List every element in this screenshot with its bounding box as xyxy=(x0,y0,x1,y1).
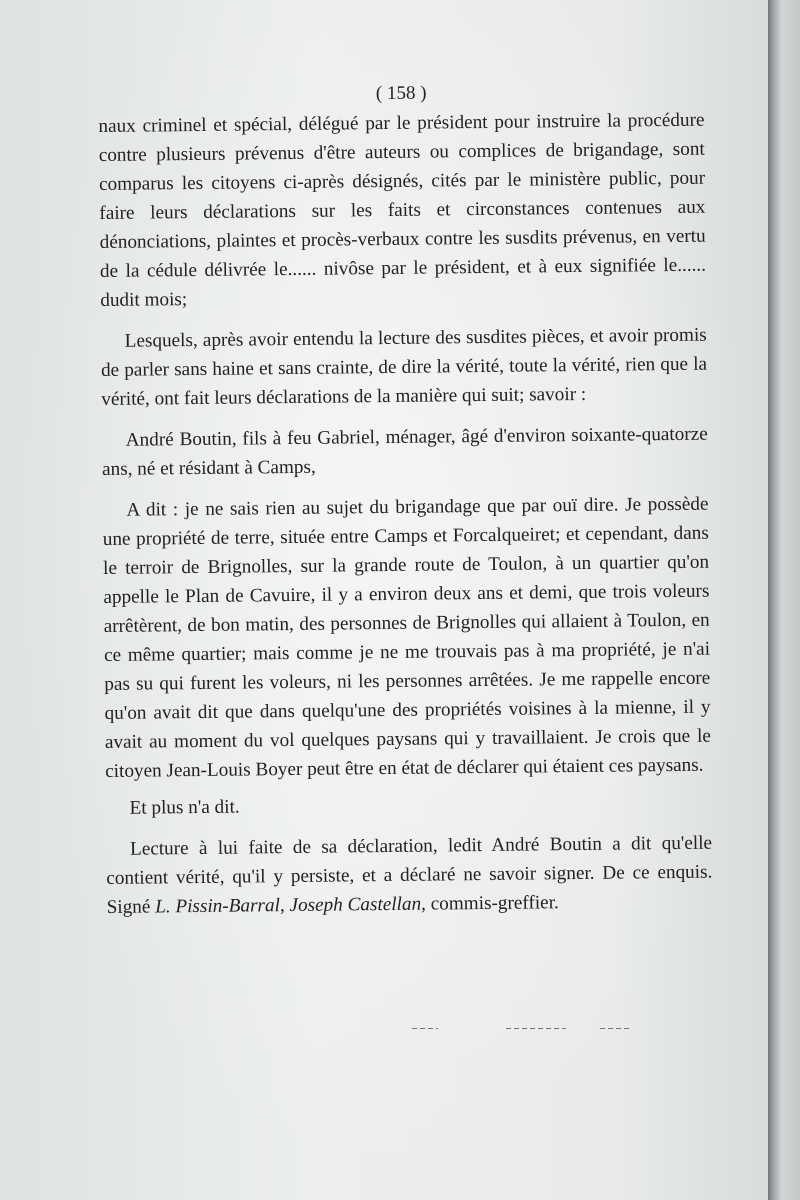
next-page-edge xyxy=(768,0,800,1200)
closing-text: Lecture à lui faite de sa déclaration, ledit André Boutin a dit qu'elle contient vérité, qu'il y persiste, et a déclaré ne savoir signer. De ce enquis. Signé xyxy=(106,832,713,918)
paragraph-et-plus: Et plus n'a dit. xyxy=(129,796,240,819)
paragraph-witness: André Boutin, fils à feu Gabriel, ménager, âgé d'environ soixante-quatorze ans, né et résidant à Camps, xyxy=(101,423,708,480)
end-rule-left xyxy=(412,1028,438,1029)
end-rule-right xyxy=(600,1028,630,1029)
page-text-block xyxy=(98,76,713,934)
signature-castellan: Joseph Castellan xyxy=(289,893,422,917)
paragraph-lesquels: Lesquels, après avoir entendu la lecture des susdites pièces, et avoir promis de parler sans haine et sans crainte, de dire la vérité, toute la vérité, rien que la vérité, ont fait leurs déclarations de la manière qui suit; savoir : xyxy=(100,324,708,410)
closing-suffix: , commis-greffier. xyxy=(421,892,559,915)
signature-pissin-barral: L. Pissin-Barral xyxy=(155,895,281,918)
paragraph-lecture xyxy=(106,829,713,922)
signature-separator: , xyxy=(279,895,290,917)
end-rule-middle xyxy=(506,1028,566,1029)
paragraph-opening: naux criminel et spécial, délégué par le président pour instruire la procédure contre plusieurs prévenus d'être auteurs ou complices de brigandage, sont comparus les citoyens ci-après désignés, cités par le ministère public, pour faire leurs déclarations sur les faits et circonstances contenues aux dénonciations, plaintes et procès-verbaux contre les susdits prévenus, en vertu de la cédule délivrée le...... nivôse par le président, et à eux signifiée le...... dudit mois; xyxy=(98,109,707,311)
paragraph-a-dit: A dit : je ne sais rien au sujet du brigandage que par ouï dire. Je possède une propriété de terre, située entre Camps et Forcalqueiret; et cependant, dans le terroir de Brignolles, sur la grande route de Toulon, à un quartier qu'on appelle le Plan de Cavuire, il y a environ deux ans et demi, que trois voleurs arrêtèrent, de bon matin, des personnes de Brignolles qui allaient à Toulon, en ce même quartier; mais comme je ne me trouvais pas à ma propriété, je n'ai pas su qui furent les voleurs, ni les personnes arrêtées. Je me rappelle encore qu'on avait dit que dans quelqu'une des propriétés voisines à la mienne, il y avait au moment du vol quelques paysans qui y travaillaient. Je crois que le citoyen Jean-Louis Boyer peut être en état de déclarer qui étaient ces paysans. xyxy=(102,493,711,782)
page-number: ( 158 ) xyxy=(375,82,427,105)
